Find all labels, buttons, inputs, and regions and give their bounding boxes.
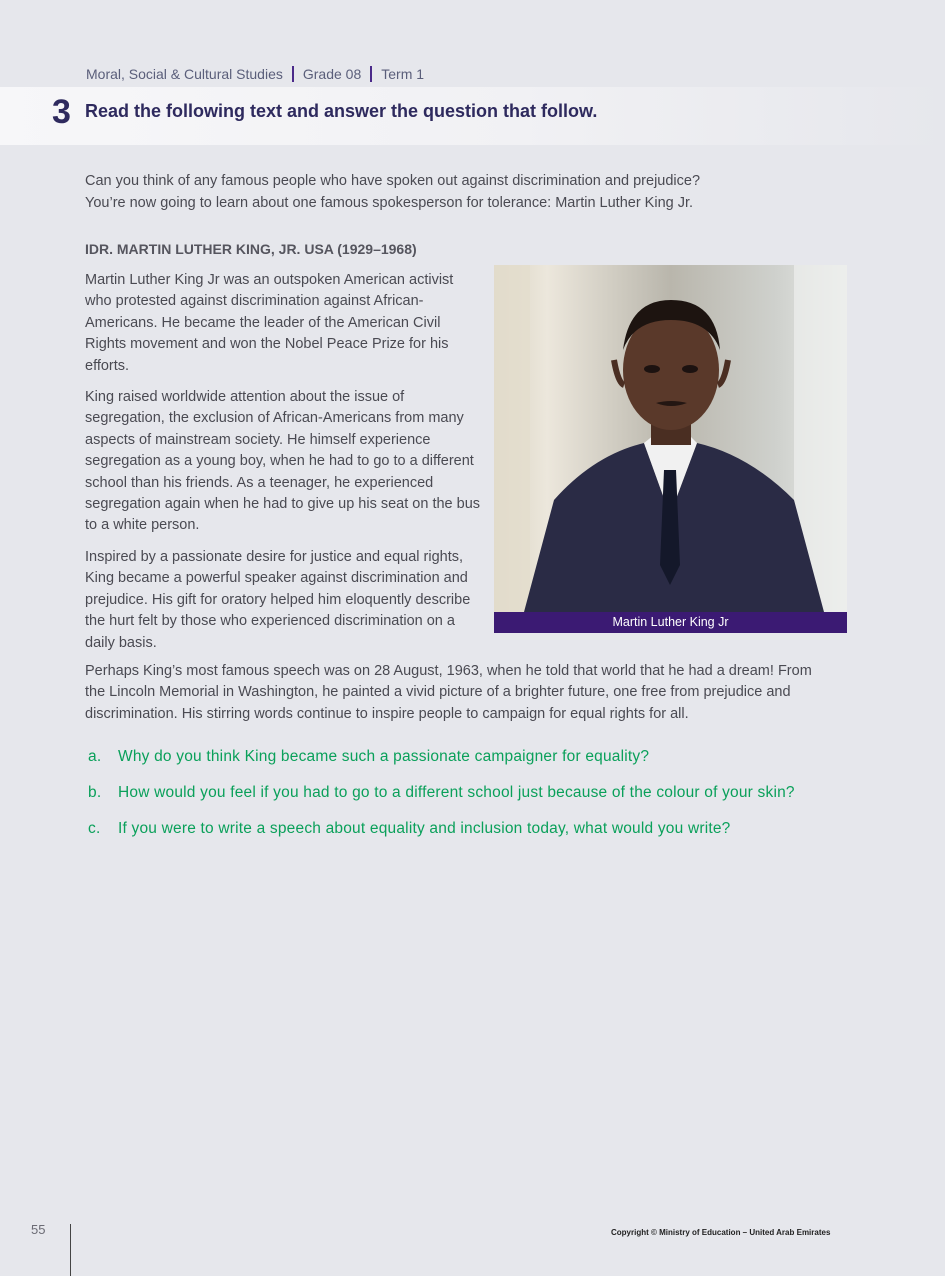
question-title: Read the following text and answer the question that follow.: [85, 101, 598, 121]
paragraph: Perhaps King’s most famous speech was on 28 August, 1963, when he told that world that he had a dream! From the Lincoln Memorial in Washington, he painted a vivid picture of a brighter future, one free from prejudice and discrimination. His stirring words continue to inspire people to campaign for equal rights for all.: [85, 663, 812, 722]
question-letter: a.: [88, 748, 102, 765]
portrait-photo: [494, 265, 847, 612]
paragraph: Martin Luther King Jr was an outspoken American activist who protested against discrimination against African-Americans. He became the leader of the American Civil Rights movement and won the Nobel Peace Prize for his efforts.: [85, 272, 454, 374]
article-column: [85, 270, 481, 664]
footer-divider: [70, 1224, 71, 1276]
question-letter: b.: [88, 784, 102, 801]
question-item: [88, 820, 888, 856]
question-list: [88, 748, 888, 856]
breadcrumb-term: Term 1: [381, 66, 425, 82]
page-number: 55: [31, 1222, 46, 1237]
question-text: If you were to write a speech about equality and inclusion today, what would you write?: [118, 820, 731, 837]
question-text: How would you feel if you had to go to a different school just because of the colour of your skin?: [118, 784, 795, 801]
intro-line: Can you think of any famous people who have spoken out against discrimination and prejudice?: [85, 173, 701, 189]
paragraph: Inspired by a passionate desire for justice and equal rights, King became a powerful speaker against discrimination and prejudice. His gift for oratory helped him eloquently describe the hurt felt by those who experienced discrimination on a daily basis.: [85, 548, 471, 651]
breadcrumb-divider: [292, 66, 294, 82]
photo-caption: Martin Luther King Jr: [494, 612, 847, 633]
question-letter: c.: [88, 820, 101, 837]
breadcrumb-divider: [370, 66, 372, 82]
paragraph: King raised worldwide attention about the issue of segregation, the exclusion of African-Americans from many aspects of mainstream society. He himself experience segregation as a young boy, when he had to go to a different school than his friends. As a teenager, he experienced segregation again when he had to give up his seat on the bus to a white person.: [85, 389, 481, 534]
question-item: [88, 748, 888, 784]
portrait-illustration: [494, 265, 847, 612]
intro-line: You’re now going to learn about one famous spokesperson for tolerance: Martin Luther King Jr.: [85, 195, 694, 211]
question-text: Why do you think King became such a passionate campaigner for equality?: [118, 748, 650, 765]
section-heading: IDR. MARTIN LUTHER KING, JR. USA (1929–1968): [85, 241, 417, 257]
breadcrumb-subject: Moral, Social & Cultural Studies: [86, 66, 283, 82]
intro-text: [85, 170, 845, 214]
question-item: [88, 784, 888, 820]
question-number: 3: [52, 93, 71, 131]
breadcrumb: [86, 66, 424, 82]
copyright-notice: Copyright © Ministry of Education – United Arab Emirates: [611, 1228, 831, 1237]
breadcrumb-grade: Grade 08: [302, 66, 362, 82]
